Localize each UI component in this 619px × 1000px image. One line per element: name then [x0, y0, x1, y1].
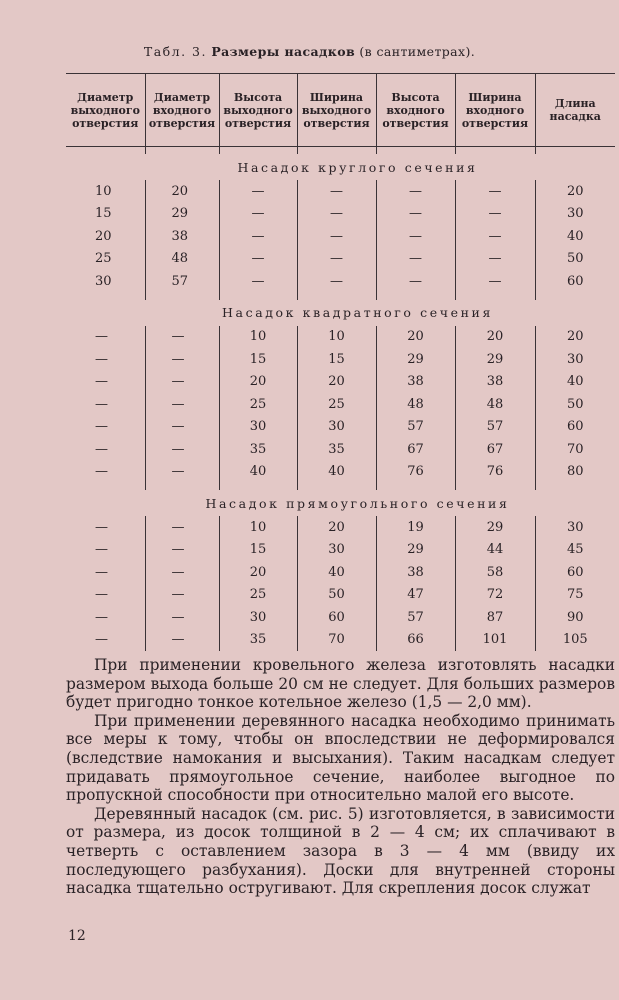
- table-cell: 38: [145, 225, 219, 248]
- table-cell: —: [145, 393, 219, 416]
- table-cell: 38: [376, 561, 455, 584]
- header-outlet-width: Ширина выходного отверстия: [297, 74, 376, 147]
- table-title: Размеры насадков: [211, 44, 356, 59]
- header-nozzle-length: Длина насадка: [535, 74, 615, 147]
- table-cell: 60: [566, 564, 584, 580]
- table-cell: —: [66, 371, 145, 394]
- table-cell: 30: [66, 270, 145, 293]
- table-cell: 105: [562, 632, 588, 648]
- table-cell: 57: [455, 416, 535, 439]
- table-cell: 101: [455, 629, 535, 652]
- table-cell: —: [66, 606, 145, 629]
- table-cell: 30: [566, 206, 584, 222]
- table-cell: 20: [376, 326, 455, 349]
- table-cell: —: [219, 248, 297, 271]
- table-cell: 25: [297, 393, 376, 416]
- table-cell: 29: [455, 516, 535, 539]
- table-cell: —: [376, 203, 455, 226]
- table-cell: —: [145, 348, 219, 371]
- table-row: [66, 180, 615, 203]
- table-cell: 47: [376, 584, 455, 607]
- table-cell: 35: [219, 629, 297, 652]
- table-cell: 30: [297, 539, 376, 562]
- table-row: [66, 438, 615, 461]
- table-cell: 87: [455, 606, 535, 629]
- table-cell: —: [145, 561, 219, 584]
- table-cell: —: [66, 516, 145, 539]
- table-cell: —: [145, 326, 219, 349]
- section-title-row: [66, 490, 615, 516]
- table-cell: 40: [219, 461, 297, 484]
- header-inlet-width: Ширина входного отверстия: [455, 74, 535, 147]
- body-text: [66, 656, 615, 898]
- table-cell: —: [145, 584, 219, 607]
- table-cell: 20: [219, 371, 297, 394]
- table-cell: 10: [219, 516, 297, 539]
- table-cell: 35: [219, 438, 297, 461]
- table-cell: —: [66, 348, 145, 371]
- table-cell: —: [66, 629, 145, 652]
- table-cell: —: [66, 416, 145, 439]
- table-cell: 67: [376, 438, 455, 461]
- table-cell: 20: [145, 180, 219, 203]
- table-cell: 29: [376, 539, 455, 562]
- table-cell: 25: [66, 248, 145, 271]
- table-row: [66, 584, 615, 607]
- table-cell: 60: [566, 419, 584, 435]
- table-row: [66, 393, 615, 416]
- header-inlet-diameter: Диаметр входного отверстия: [145, 74, 219, 147]
- table-cell: 10: [297, 326, 376, 349]
- table-cell: 35: [297, 438, 376, 461]
- table-cell: 20: [455, 326, 535, 349]
- section-title-row: [66, 154, 615, 180]
- table-cell: —: [219, 180, 297, 203]
- table-row: [66, 629, 615, 652]
- table-cell: 29: [145, 203, 219, 226]
- table-cell: 38: [455, 371, 535, 394]
- table-cell: —: [145, 416, 219, 439]
- table-cell: 44: [455, 539, 535, 562]
- table-cell: 29: [455, 348, 535, 371]
- table-cell: 30: [297, 416, 376, 439]
- table-cell: 29: [376, 348, 455, 371]
- table-cell: —: [455, 270, 535, 293]
- table-cell: 15: [297, 348, 376, 371]
- table-cell: —: [297, 248, 376, 271]
- table-row: [66, 248, 615, 271]
- table-units-note: (в сантиметрах).: [359, 44, 476, 59]
- table-row: [66, 371, 615, 394]
- table-row: [66, 516, 615, 539]
- table-cell: —: [455, 180, 535, 203]
- table-cell: 48: [455, 393, 535, 416]
- table-cell: 25: [219, 393, 297, 416]
- table-cell: 40: [297, 561, 376, 584]
- table-cell: 40: [297, 461, 376, 484]
- table-cell: —: [66, 561, 145, 584]
- table-cell: —: [145, 438, 219, 461]
- table-cell: 50: [297, 584, 376, 607]
- table-cell: 10: [66, 180, 145, 203]
- table-cell: —: [455, 203, 535, 226]
- table-cell: 60: [297, 606, 376, 629]
- table-cell: 76: [455, 461, 535, 484]
- section-title: Насадок круглого сечения: [237, 159, 478, 175]
- table-cell: 25: [219, 584, 297, 607]
- table-cell: —: [66, 461, 145, 484]
- header-outlet-diameter: Диаметр выходного отверстия: [66, 74, 145, 147]
- section-spacer: [66, 293, 615, 300]
- section-spacer: [66, 147, 615, 155]
- table-cell: 50: [566, 251, 584, 267]
- table-cell: 38: [376, 371, 455, 394]
- table-cell: —: [297, 270, 376, 293]
- table-cell: 20: [566, 329, 584, 345]
- table-cell: 40: [566, 374, 584, 390]
- table-row: [66, 606, 615, 629]
- table-cell: —: [145, 516, 219, 539]
- table-cell: 20: [66, 225, 145, 248]
- table-cell: 20: [566, 183, 584, 199]
- section-spacer: [66, 483, 615, 490]
- table-cell: 15: [66, 203, 145, 226]
- table-cell: —: [145, 461, 219, 484]
- table-cell: 72: [455, 584, 535, 607]
- table-cell: 70: [566, 441, 584, 457]
- table-body: [66, 147, 615, 652]
- table-cell: 30: [219, 606, 297, 629]
- table-cell: —: [66, 539, 145, 562]
- table-cell: 48: [145, 248, 219, 271]
- table-cell: —: [219, 203, 297, 226]
- table-cell: 50: [566, 396, 584, 412]
- table-row: [66, 225, 615, 248]
- table-cell: 66: [376, 629, 455, 652]
- table-row: [66, 561, 615, 584]
- table-cell: —: [376, 225, 455, 248]
- table-row: [66, 461, 615, 484]
- table-cell: 10: [219, 326, 297, 349]
- table-cell: —: [219, 270, 297, 293]
- table-cell: —: [376, 180, 455, 203]
- table-cell: —: [145, 606, 219, 629]
- table-cell: —: [145, 371, 219, 394]
- table-cell: —: [376, 248, 455, 271]
- paragraph: При применении деревянного насадка необходимо принимать все меры к тому, чтобы он впоследствии не деформировался (вследствие намокания и высыхания). Таким насадкам следует придавать прямоугольное сечение, наиболее выгодное по пропускной способности при относительно малой его высоте.: [66, 711, 615, 805]
- table-cell: 40: [566, 228, 584, 244]
- table-cell: 57: [145, 270, 219, 293]
- table-cell: 58: [455, 561, 535, 584]
- table-cell: 30: [219, 416, 297, 439]
- table-cell: 30: [566, 351, 584, 367]
- table-cell: 30: [566, 519, 584, 535]
- paragraph: При применении кровельного железа изготовлять насадки размером выхода больше 20 см не следует. Для больших размеров будет пригодно тонкое котельное железо (1,5 — 2,0 мм).: [66, 656, 615, 712]
- table-row: [66, 270, 615, 293]
- table-cell: —: [297, 225, 376, 248]
- table-cell: —: [66, 584, 145, 607]
- table-cell: 67: [455, 438, 535, 461]
- table-caption: [0, 44, 619, 59]
- table-cell: —: [66, 438, 145, 461]
- table-cell: 20: [297, 371, 376, 394]
- table-cell: 19: [376, 516, 455, 539]
- nozzle-sizes-table: [66, 73, 615, 651]
- table-row: [66, 348, 615, 371]
- table-cell: —: [66, 393, 145, 416]
- table-cell: 57: [376, 606, 455, 629]
- header-inlet-height: Высота входного отверстия: [376, 74, 455, 147]
- table-cell: 60: [566, 273, 584, 289]
- table-row: [66, 539, 615, 562]
- table-cell: 75: [566, 587, 584, 603]
- page-number: 12: [68, 928, 86, 944]
- table-cell: —: [297, 180, 376, 203]
- table-cell: 20: [297, 516, 376, 539]
- table-cell: 48: [376, 393, 455, 416]
- table-cell: 80: [566, 464, 584, 480]
- table-cell: 20: [219, 561, 297, 584]
- table-cell: 76: [376, 461, 455, 484]
- table-row: [66, 416, 615, 439]
- table-cell: —: [219, 225, 297, 248]
- table-cell: —: [145, 629, 219, 652]
- table-cell: 15: [219, 348, 297, 371]
- header-outlet-height: Высота выходного отверстия: [219, 74, 297, 147]
- table-cell: 15: [219, 539, 297, 562]
- table-row: [66, 326, 615, 349]
- table-cell: —: [145, 539, 219, 562]
- table-cell: 45: [566, 542, 584, 558]
- table-cell: —: [455, 225, 535, 248]
- section-title: Насадок прямоугольного сечения: [205, 495, 510, 511]
- table-cell: 57: [376, 416, 455, 439]
- table-cell: —: [66, 326, 145, 349]
- paragraph: Деревянный насадок (см. рис. 5) изготовляется, в зависимости от размера, из досок толщиной в 2 — 4 см; их сплачивают в четверть с оставлением зазора в 3 — 4 мм (ввиду их последующего разбухания). Доски для внутренней стороны насадка тщательно остругивают. Для скрепления досок служат: [66, 804, 615, 898]
- table-label: Табл. 3.: [143, 44, 207, 59]
- table-cell: —: [297, 203, 376, 226]
- table-cell: 70: [297, 629, 376, 652]
- table-row: [66, 203, 615, 226]
- table-cell: —: [455, 248, 535, 271]
- table-header-row: [66, 74, 615, 147]
- table-cell: 90: [566, 609, 584, 625]
- table-cell: —: [376, 270, 455, 293]
- section-title: Насадок квадратного сечения: [222, 305, 493, 320]
- section-title-row: [66, 300, 615, 326]
